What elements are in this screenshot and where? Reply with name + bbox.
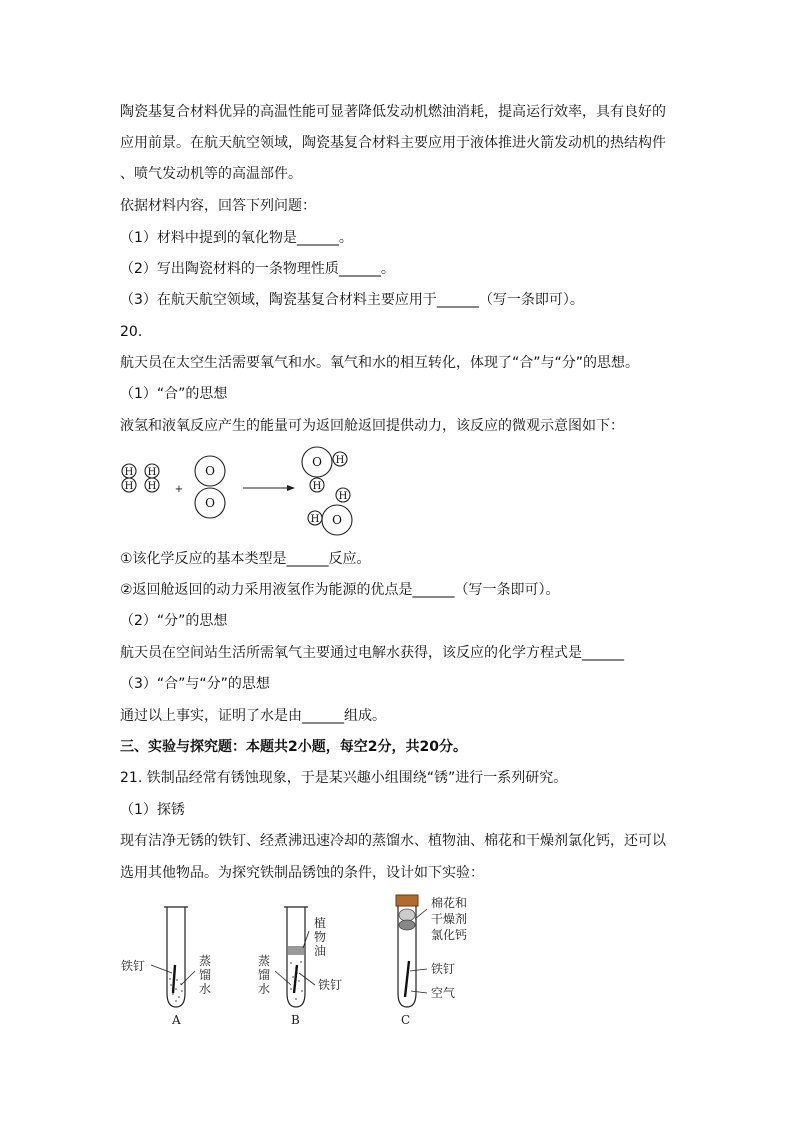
reaction-diagram [115, 445, 375, 540]
sub-heading: （3）“合”与“分”的思想 [120, 676, 270, 692]
oil-layer [288, 946, 304, 955]
svg-text:干燥剂: 干燥剂 [431, 912, 468, 926]
svg-text:蒸: 蒸 [199, 954, 212, 968]
svg-text:H: H [124, 467, 134, 478]
nail-a [173, 965, 175, 993]
text-line: 选用其他物品。为探究铁制品锈蚀的条件，设计如下实验： [120, 865, 484, 881]
arrow-head [287, 485, 295, 491]
svg-text:氯化钙: 氯化钙 [431, 928, 468, 942]
svg-text:水: 水 [258, 982, 271, 996]
sub-heading: （1）探锈 [120, 802, 185, 818]
question-3: （3）在航天航空领域，陶瓷基复合材料主要应用于______（写一条即可）。 [120, 292, 584, 308]
label-a: A [172, 1013, 181, 1027]
tube-b [284, 907, 308, 1007]
label-c: C [401, 1013, 411, 1027]
text-line: 陶瓷基复合材料优异的高温性能可显著降低发动机燃油消耗，提高运行效率，具有良好的 [120, 104, 666, 120]
text-line: 液氢和液氧反应产生的能量可为返回舱返回提供动力，该反应的微观示意图如下： [120, 418, 624, 434]
svg-text:油: 油 [314, 944, 327, 958]
svg-text:O: O [312, 455, 322, 469]
question-line: ①该化学反应的基本类型是______反应。 [120, 551, 371, 567]
text-line: 依据材料内容，回答下列问题： [120, 198, 316, 214]
svg-text:棉花和: 棉花和 [431, 896, 468, 910]
question-line: 航天员在空间站生活所需氧气主要通过电解水获得，该反应的化学方程式是______ [120, 645, 624, 661]
cotton-plug [399, 909, 415, 921]
svg-text:O: O [332, 513, 342, 527]
text-line: 现有洁净无锈的铁钉、经煮沸迅速冷却的蒸馏水、植物油、棉花和干燥剂氯化钙，还可以 [120, 833, 666, 849]
svg-text:O: O [205, 464, 215, 478]
question-number: 20. [120, 324, 143, 340]
text-line: 航天员在太空生活需要氧气和水。氧气和水的相互转化，体现了“合”与“分”的思想。 [120, 355, 640, 371]
section-heading: 三、实验与探究题：本题共2小题，每空2分，共20分。 [120, 739, 467, 755]
svg-text:馏: 馏 [258, 968, 271, 982]
sub-heading: （2）“分”的思想 [120, 613, 228, 629]
label-air: 空气 [431, 986, 456, 1000]
svg-text:馏: 馏 [199, 968, 212, 982]
nail-b [294, 965, 297, 993]
svg-text:物: 物 [314, 930, 327, 944]
svg-text:H: H [335, 455, 345, 466]
svg-text:H: H [147, 467, 157, 478]
cork-stopper [396, 895, 418, 906]
question-2: （2）写出陶瓷材料的一条物理性质______。 [120, 261, 395, 277]
svg-text:蒸: 蒸 [258, 954, 271, 968]
question-line: ②返回舱返回的动力采用液氢作为能源的优点是______（写一条即可）。 [120, 582, 560, 598]
drying-agent [399, 920, 415, 930]
test-tubes-diagram [115, 893, 485, 1033]
question-line: 21. 铁制品经常有锈蚀现象，于是某兴趣小组围绕“锈”进行一系列研究。 [120, 770, 568, 786]
svg-text:水: 水 [199, 982, 212, 996]
question-1: （1）材料中提到的氧化物是______。 [120, 230, 353, 246]
sub-heading: （1）“合”的思想 [120, 386, 228, 402]
tube-a [164, 907, 188, 1007]
text-line: 、喷气发动机等的高温部件。 [120, 166, 302, 182]
svg-text:植: 植 [314, 916, 327, 930]
svg-text:H: H [312, 481, 322, 492]
svg-text:H: H [124, 481, 134, 492]
question-line: 通过以上事实，证明了水是由______组成。 [120, 708, 386, 724]
label-nail-c: 铁钉 [431, 962, 456, 976]
label-nail-a: 铁钉 [121, 959, 146, 973]
svg-text:O: O [205, 496, 215, 510]
svg-text:H: H [310, 514, 320, 525]
label-b: B [291, 1013, 300, 1027]
plus-sign: + [174, 484, 184, 495]
text-line: 应用前景。在航天航空领域，陶瓷基复合材料主要应用于液体推进火箭发动机的热结构件 [120, 135, 666, 151]
svg-text:H: H [338, 491, 348, 502]
label-nail-b: 铁钉 [318, 978, 343, 992]
nail-c [405, 961, 409, 997]
svg-text:H: H [147, 481, 157, 492]
